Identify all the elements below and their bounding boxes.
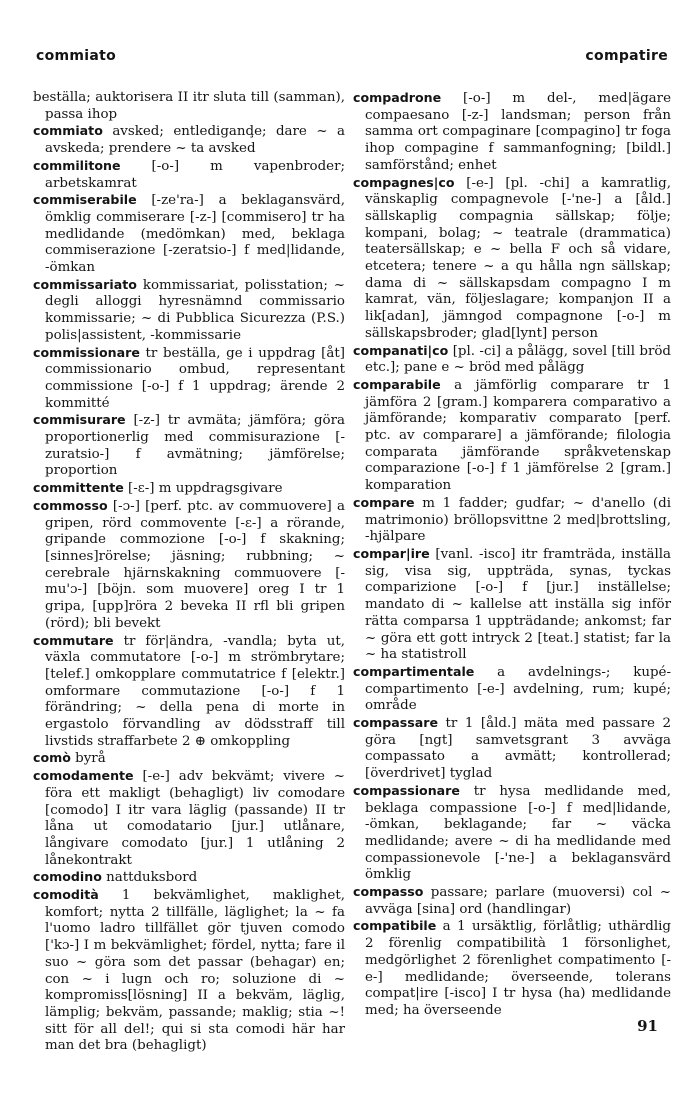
entry-definition: [-z-] tr avmäta; jämföra; göra proportionerlig med commisurazione [-zuratsio-] f avmätning; jämförelse; proportion [45, 413, 345, 479]
dictionary-entry [353, 664, 671, 715]
entry-definition: 1 bekvämlighet, maklighet, komfort; nytta 2 tillfälle, läglighet; la ~ fa l'uomo ladro tillfället gör tjuven comodo ['kɔ-] I m bekvämlighet; fördel, nytta; fare il suo ~ göra som det passar (behagar) en; con ~ i lugn och ro; soluzione di ~ kompromiss[lösning] II a bekväm, läglig, lämplig; bekväm, passande; maklig; stia ~! sitt för all del!; qui si sta comodi här har man det bra (behagligt) [45, 888, 345, 1054]
entry-headword: companati|co [353, 342, 449, 358]
entry-definition: [vanl. -isco] itr framträda, inställa sig, visa sig, uppträda, synas, tyckas comparizione [-o-] f [jur.] inställelse; mandato di ~ kallelse att inställa sig inför rätta comparsa 1 uppträdande; ankomst; far ~ göra ett gott intryck 2 [teat.] statist; far la ~ ha statistroll [365, 546, 671, 663]
entry-definition: [-ɛ-] m uppdragsgivare [123, 481, 283, 497]
dictionary-entry [33, 887, 345, 1055]
dictionary-entry [33, 768, 345, 869]
entry-definition: [-e-] [pl. -chi] a kamratlig, vänskaplig compagnevole [-'ne-] a [åld.] sällskaplig compagnia sällskap; följe; kompani, bolag; ~ teatrale (drammatica) teatersällskap; e ~ bella F och så vidare, etcetera; tenere ~ a qu hålla ngn sällskap; dama di ~ sällskapsdam compagno I m kamrat, vän, följeslagare; kompanjon II a lik[adan], jämngod compagnone [-o-] m sällskapsbroder; glad[lynt] person [365, 175, 671, 341]
dictionary-entry [353, 90, 671, 175]
entry-headword: commilitone [33, 157, 121, 173]
entry-definition: [-ze'ra-] a beklagansvärd, ömklig commiserare [-z-] [commisero] tr ha medlidande (medömkan) med, beklaga commiserazione [-zeratsio-] f med|lidande, -ömkan [45, 193, 345, 276]
entry-definition: tr 1 [åld.] mäta med passare 2 göra [ngt] samvetsgrant 3 avväga compassato a avmätt; kontrollerad; [överdrivet] tyglad [365, 716, 671, 782]
entry-headword: compadrone [353, 90, 442, 105]
dictionary-entry [353, 495, 671, 546]
entry-definition: byrå [70, 751, 106, 767]
entry-definition: avsked; entlediganḑe; dare ~ a avskeda; prendere ~ ta avsked [45, 124, 345, 157]
entry-headword: commissionare [33, 344, 140, 360]
dictionary-entry [33, 123, 345, 157]
entry-headword: commiserabile [33, 192, 137, 208]
entry-headword: commutare [33, 632, 114, 648]
dictionary-entry [353, 377, 671, 495]
entry-headword: compasso [353, 884, 424, 900]
dictionary-entry [33, 158, 345, 192]
dictionary-entry [33, 633, 345, 751]
entry-headword: commisurare [33, 412, 126, 428]
dictionary-entry [353, 918, 671, 1019]
entry-definition: tr för|ändra, -vandla; byta ut, växla commutatore [-o-] m strömbrytare; [telef.] omkopplare commutatrice f [elektr.] omformare commutazione [-o-] f 1 förändring; ~ della pena di morte in ergastolo förvandling av dödsstraff till livstids straffarbete 2 ⊕ omkoppling [45, 633, 345, 749]
right-guide-word: compatire [585, 48, 668, 64]
entry-headword: compagnes|co [353, 174, 455, 190]
entry-headword: comò [33, 750, 71, 766]
entry-definition: [-ɔ-] [perf. ptc. av commuovere] a gripen, rörd commovente [-ɛ-] a rörande, gripande commozione [-o-] f skakning; [sinnes]rörelse; jäsning; rubbning; ~ cerebrale hjärnskakning commuovere [-mu'ɔ-] [böjn. som muovere] oreg I tr 1 gripa, [upp]röra 2 beveka II rfl bli gripen (rörd); bli bevekt [45, 498, 345, 631]
entry-headword: committente [33, 480, 124, 496]
entry-headword: comparabile [353, 376, 441, 392]
dictionary-entry [33, 345, 345, 413]
entry-definition: [-o-] m vapenbroder; arbetskamrat [45, 158, 345, 191]
entry-headword: commosso [33, 497, 108, 513]
entry-definition: beställa; auktorisera II itr sluta till (samman), passa ihop [33, 90, 345, 122]
dictionary-entry [353, 175, 671, 343]
entry-definition: a jämförlig comparare tr 1 jämföra 2 [gram.] komparera comparativo a jämförande; komparativ comparato [perf. ptc. av comparare] a jämförande; filologia comparata jämförande språkvetenskap comparazione [-o-] f 1 jämförelse 2 [gram.] komparation [365, 377, 671, 494]
right-column [353, 90, 671, 1020]
entry-definition: [-e-] adv bekvämt; vivere ~ föra ett makligt (behagligt) liv comodare [comodo] I itr vara läglig (passande) II tr låna ut comodatario [jur.] utlånare, långivare comodato [jur.] 1 utlåning 2 lånekontrakt [45, 769, 345, 868]
entry-headword: comodino [33, 869, 102, 885]
left-column [33, 90, 345, 1055]
dictionary-entry [33, 480, 345, 498]
dictionary-entry [353, 343, 671, 377]
dictionary-entry [33, 869, 345, 887]
entry-definition: tr hysa medlidande med, beklaga compassione [-o-] f med|lidande, -ömkan, beklagande; far ~ väcka medlidande; avere ~ di ha medlidande med compassionevole [-'ne-] a beklagansvärd ömklig [365, 783, 671, 883]
entry-definition: [pl. -ci] a pålägg, sovel [till bröd etc.]; pane e ~ bröd med pålägg [365, 343, 671, 376]
entry-definition: [-o-] m del-, med|ägare compaesano [-z-] landsman; person från samma ort compaginare [compagino] tr foga ihop compagine f sammanfogning; [bildl.] samförstånd; enhet [365, 91, 671, 173]
dictionary-entry [353, 546, 671, 664]
entry-definition: m 1 fadder; gudfar; ~ d'anello (di matrimonio) bröllopsvittne 2 med|brottsling, -hjälpare [365, 495, 671, 545]
entry-definition: kommissariat, polisstation; ~ degli alloggi hyresnämnd commissario kommissarie; ~ di Pubblica Sicurezza (P.S.) polis|assistent, -kommissarie [45, 277, 345, 343]
dictionary-entry [33, 90, 345, 123]
entry-definition: passare; parlare (muoversi) col ~ avväga [sina] ord (handlingar) [365, 885, 671, 917]
entry-headword: compassare [353, 715, 438, 731]
entry-definition: nattduksbord [101, 870, 198, 886]
entry-definition: tr beställa, ge i uppdrag [åt] commissionario ombud, representant commissione [-o-] f 1 uppdrag; ärende 2 kommitté [45, 345, 345, 411]
dictionary-entry [353, 715, 671, 783]
dictionary-entry [33, 750, 345, 768]
dictionary-entry [33, 412, 345, 480]
entry-definition: a avdelnings-; kupé- compartimento [-e-] avdelning, rum; kupé; område [365, 664, 671, 714]
entry-definition: a 1 ursäktlig, förlåtlig; uthärdlig 2 förenlig compatibilità 1 försonlighet, medgörlighet 2 förenlighet compatimento [-e-] medlidande; överseende, tolerans compat|ire [-isco] I tr hysa (ha) medlidande med; ha överseende [365, 919, 671, 1018]
dictionary-entry [353, 783, 671, 884]
entry-headword: compassionare [353, 782, 460, 798]
page-number: 91 [637, 1017, 658, 1035]
entry-headword: compar|ire [353, 545, 430, 561]
dictionary-entry [353, 884, 671, 918]
entry-headword: compatibile [353, 918, 437, 934]
dictionary-entry [33, 192, 345, 277]
dictionary-entry [33, 498, 345, 633]
left-guide-word: commiato [36, 48, 117, 64]
entry-headword: commiato [33, 123, 103, 139]
entry-headword: comodamente [33, 768, 134, 784]
entry-headword: compartimentale [353, 663, 475, 679]
entry-headword: compare [353, 494, 415, 510]
entry-headword: commissariato [33, 276, 137, 292]
entry-headword: comodità [33, 887, 99, 903]
dictionary-entry [33, 277, 345, 345]
